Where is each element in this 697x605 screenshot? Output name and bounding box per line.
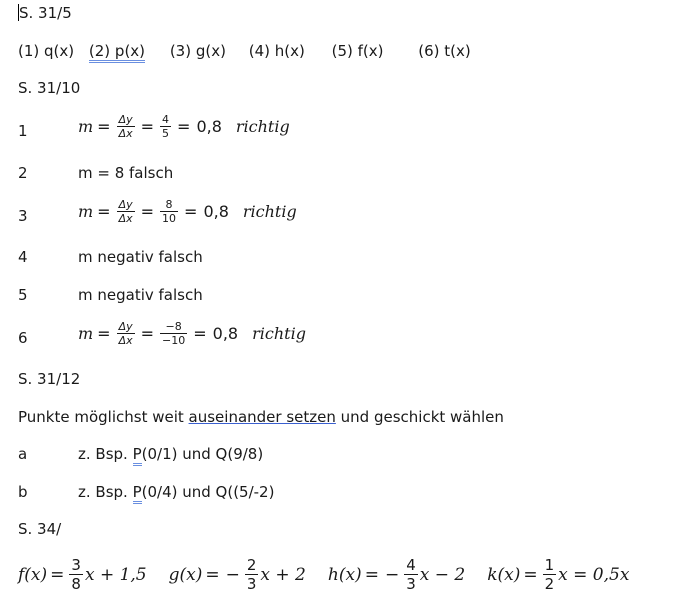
row-number: 3 (18, 207, 28, 225)
row-number: 4 (18, 248, 28, 266)
s31-5-answers (18, 42, 471, 60)
s31-12-sentence: Punkte möglichst weit auseinander setzen und geschickt wählen (18, 408, 504, 426)
function-h: h(x) = − $\frac{4}{3}$ x − 2 (327, 556, 466, 593)
equation-1: m = $\frac{\Delta y}{\Delta x}$ = $\frac{4}{5}$ = 0,8 richtig (78, 113, 290, 140)
answer-1: (1) q(x) (18, 42, 75, 60)
row-text: m = 8 falsch (78, 164, 174, 182)
heading-s31-5: S. 31/5 (19, 4, 72, 22)
function-k: k(x) = $\frac{1}{2}$ x = 0,5x (487, 556, 630, 593)
row-text: m negativ falsch (78, 248, 203, 266)
answer-5: (5) f(x) (331, 42, 384, 60)
answer-3: (3) g(x) (169, 42, 226, 60)
row-number: 6 (18, 329, 28, 347)
equation-3: m = $\frac{\Delta y}{\Delta x}$ = $\frac{8}{10}$ = 0,8 richtig (78, 198, 297, 225)
item-b-text: z. Bsp. P(0/4) und Q((5/-2) (78, 483, 274, 501)
answer-4: (4) h(x) (248, 42, 305, 60)
functions-row (18, 556, 629, 593)
row-number: 2 (18, 164, 28, 182)
answer-2: (2) p(x) (89, 42, 145, 63)
row-number: 5 (18, 286, 28, 304)
heading-s34: S. 34/ (18, 520, 62, 538)
underlined-phrase: auseinander setzen (188, 408, 336, 426)
item-label-a: a (18, 445, 28, 463)
item-label-b: b (18, 483, 28, 501)
answer-6: (6) t(x) (418, 42, 471, 60)
row-number: 1 (18, 122, 28, 140)
equation-6: m = $\frac{\Delta y}{\Delta x}$ = $\frac{-8}{-10}$ = 0,8 richtig (78, 320, 306, 347)
function-g: g(x) = − $\frac{2}{3}$ x + 2 (168, 556, 306, 593)
heading-s31-10: S. 31/10 (18, 79, 81, 97)
item-a-text: z. Bsp. P(0/1) und Q(9/8) (78, 445, 263, 463)
function-f: f(x) = $\frac{3}{8}$ x + 1,5 (18, 556, 147, 593)
heading-s31-12: S. 31/12 (18, 370, 81, 388)
row-text: m negativ falsch (78, 286, 203, 304)
